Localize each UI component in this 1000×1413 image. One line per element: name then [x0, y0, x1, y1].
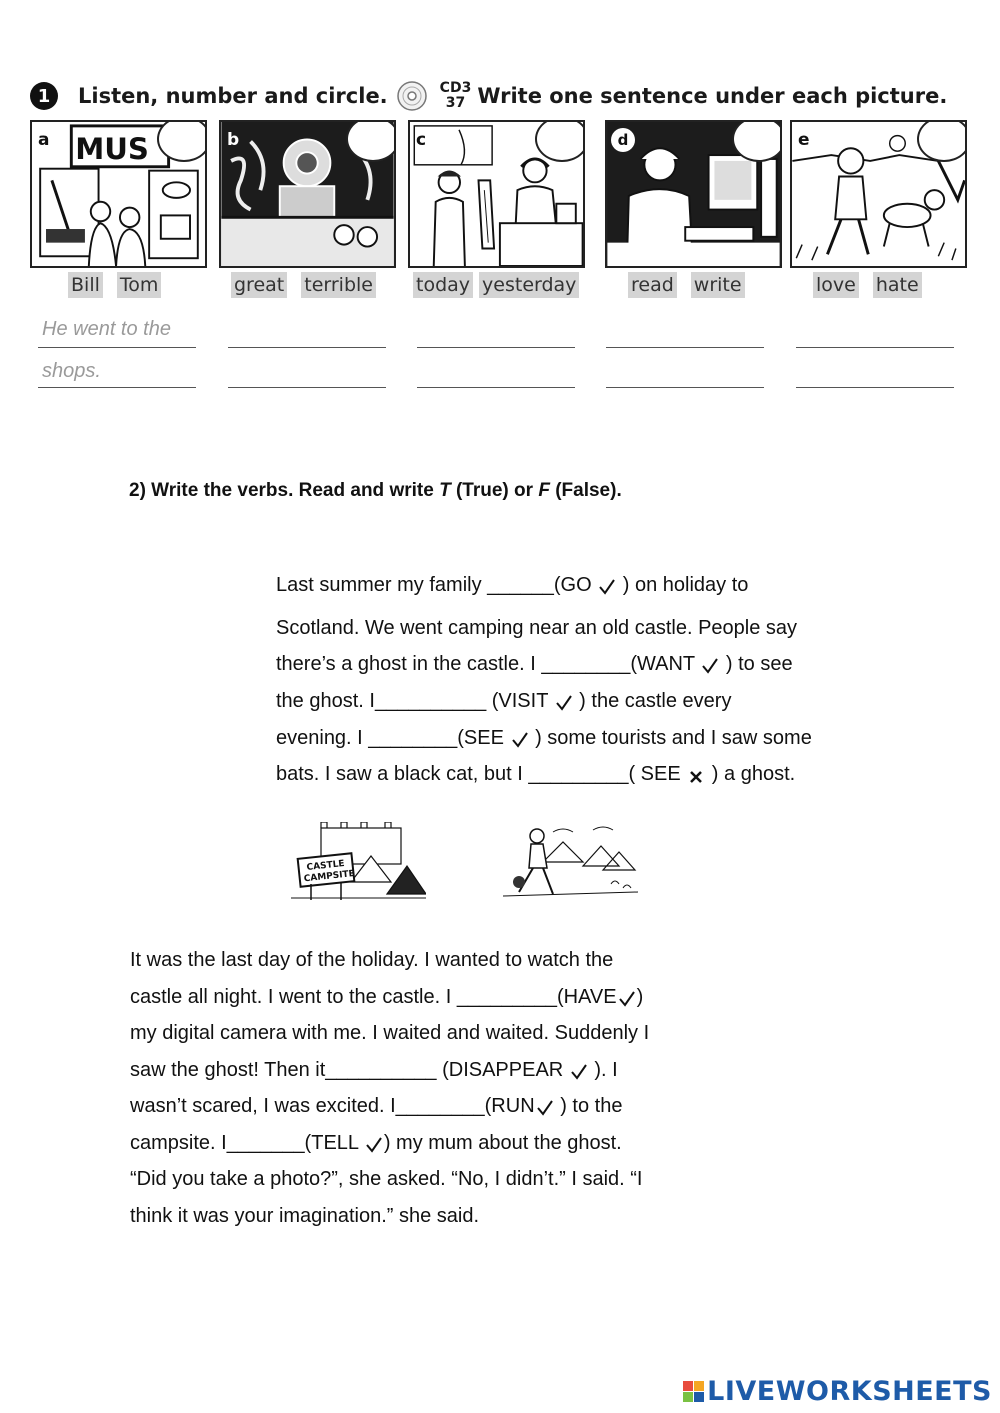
example-sentence-line1: He went to the	[42, 318, 171, 340]
para2-line4	[130, 1059, 618, 1082]
text: ) the castle every	[573, 690, 732, 712]
para1-line2: Scotland. We went camping near an old castle. People say	[276, 617, 798, 639]
text: ) some tourists and I saw some	[529, 727, 812, 749]
tick-icon	[510, 729, 530, 749]
choice-option[interactable]: today	[413, 272, 473, 298]
choice-group-b	[231, 272, 376, 298]
answer-line[interactable]	[228, 347, 386, 348]
tick-icon	[364, 1134, 384, 1154]
para2-line3: my digital camera with me. I waited and waited. Suddenly I	[130, 1022, 650, 1044]
number-circle-input[interactable]	[535, 120, 585, 162]
choice-option[interactable]: Tom	[117, 272, 162, 298]
castle-campsite-illustration	[291, 822, 426, 902]
answer-line[interactable]	[417, 387, 575, 388]
para1-line1	[276, 574, 748, 597]
choice-group-a	[68, 272, 161, 298]
cross-icon	[686, 765, 706, 785]
choice-group-d	[628, 272, 745, 298]
track-number: 37	[445, 95, 466, 111]
number-circle-input[interactable]	[917, 120, 967, 162]
castle-sign-line2: CAMPSITE	[303, 869, 356, 885]
answer-line[interactable]	[606, 347, 764, 348]
panel-letter: a	[38, 130, 50, 150]
tick-icon	[617, 988, 637, 1008]
picture-panel-b	[219, 120, 396, 268]
tick-icon	[554, 692, 574, 712]
text: wasn’t scared, I was excited. I________(RUN	[130, 1095, 535, 1117]
tick-icon	[535, 1097, 555, 1117]
logo-text: LIVEWORKSHEETS	[707, 1376, 992, 1407]
para1-line3	[276, 653, 793, 676]
panel-letter: b	[227, 130, 240, 150]
exercise2-title	[129, 480, 622, 502]
text: ) to see	[720, 653, 793, 675]
answer-line	[38, 387, 196, 388]
liveworksheets-logo	[683, 1376, 992, 1407]
text: ) on holiday to	[617, 574, 749, 596]
para2-line6	[130, 1132, 622, 1155]
exercise-number-badge: 1	[30, 82, 58, 110]
number-circle-input[interactable]	[732, 120, 782, 162]
para2-line1: It was the last day of the holiday. I wanted to watch the	[130, 949, 614, 971]
title-text: (True) or	[450, 480, 539, 501]
picture-panel-a	[30, 120, 207, 268]
answer-line[interactable]	[796, 347, 954, 348]
text: saw the ghost! Then it__________ (DISAPPEAR	[130, 1059, 569, 1081]
number-circle-input[interactable]	[157, 120, 207, 162]
choice-option[interactable]: love	[813, 272, 859, 298]
panel-letter: c	[416, 130, 427, 150]
text: the ghost. I__________ (VISIT	[276, 690, 554, 712]
text: Last summer my family ______(GO	[276, 574, 598, 596]
shop-sign: MUS	[75, 131, 149, 166]
answer-line[interactable]	[417, 347, 575, 348]
cd-track-label	[440, 81, 472, 111]
text: ) my mum about the ghost.	[383, 1132, 622, 1154]
tick-icon	[700, 655, 720, 675]
para1-line4	[276, 690, 731, 713]
logo-block	[683, 1392, 693, 1402]
answer-line	[38, 347, 196, 348]
picture-panel-e	[790, 120, 967, 268]
text: evening. I ________(SEE	[276, 727, 510, 749]
choice-option[interactable]: hate	[873, 272, 922, 298]
cd-number: CD3	[439, 80, 472, 96]
logo-block	[694, 1381, 704, 1391]
title-f: F	[538, 480, 550, 501]
text: bats. I saw a black cat, but I _________( SEE	[276, 763, 687, 785]
text: castle all night. I went to the castle. I _________(HAVE	[130, 986, 617, 1008]
text: ) to the	[554, 1095, 623, 1117]
castle-sign-line1: CASTLE	[306, 859, 346, 873]
answer-line[interactable]	[606, 387, 764, 388]
text: there’s a ghost in the castle. I ________(WANT	[276, 653, 701, 675]
tick-icon	[569, 1061, 589, 1081]
para1-line5	[276, 727, 812, 750]
answer-line[interactable]	[228, 387, 386, 388]
example-sentence-line2: shops.	[42, 360, 101, 382]
choice-option[interactable]: write	[691, 272, 745, 298]
para2-line2	[130, 986, 643, 1009]
cd-icon	[396, 80, 428, 112]
text: )	[636, 986, 644, 1008]
number-circle-input[interactable]	[346, 120, 396, 162]
choice-option[interactable]: terrible	[301, 272, 376, 298]
para2-line7: “Did you take a photo?”, she asked. “No, I didn’t.” I said. “I	[130, 1168, 643, 1190]
exercise1-instructions	[30, 76, 947, 116]
title-t: T	[439, 480, 451, 501]
answer-line[interactable]	[796, 387, 954, 388]
panel-letter: d	[611, 128, 635, 152]
para2-line8: think it was your imagination.” she said.	[130, 1205, 480, 1227]
tick-icon	[597, 576, 617, 596]
title-text: 2) Write the verbs. Read and write	[129, 480, 440, 501]
choice-option[interactable]: Bill	[68, 272, 103, 298]
panel-letter: e	[798, 130, 810, 150]
running-boy-illustration	[503, 822, 638, 902]
choice-group-c	[413, 272, 579, 298]
para2-line5	[130, 1095, 622, 1118]
picture-panel-c	[408, 120, 585, 268]
choice-option[interactable]: yesterday	[479, 272, 579, 298]
choice-group-e	[813, 272, 922, 298]
title-text: (False).	[549, 480, 622, 501]
logo-block	[694, 1392, 704, 1402]
text: ) a ghost.	[706, 763, 796, 785]
instruction-write: Write one sentence under each picture.	[477, 84, 948, 108]
para1-line6	[276, 763, 795, 786]
instruction-listen: Listen, number and circle.	[78, 84, 388, 108]
picture-panel-d	[605, 120, 782, 268]
text: campsite. I_______(TELL	[130, 1132, 364, 1154]
logo-mark-icon	[683, 1381, 704, 1402]
text: ). I	[588, 1059, 618, 1081]
choice-option[interactable]: great	[231, 272, 287, 298]
choice-option[interactable]: read	[628, 272, 677, 298]
logo-block	[683, 1381, 693, 1391]
